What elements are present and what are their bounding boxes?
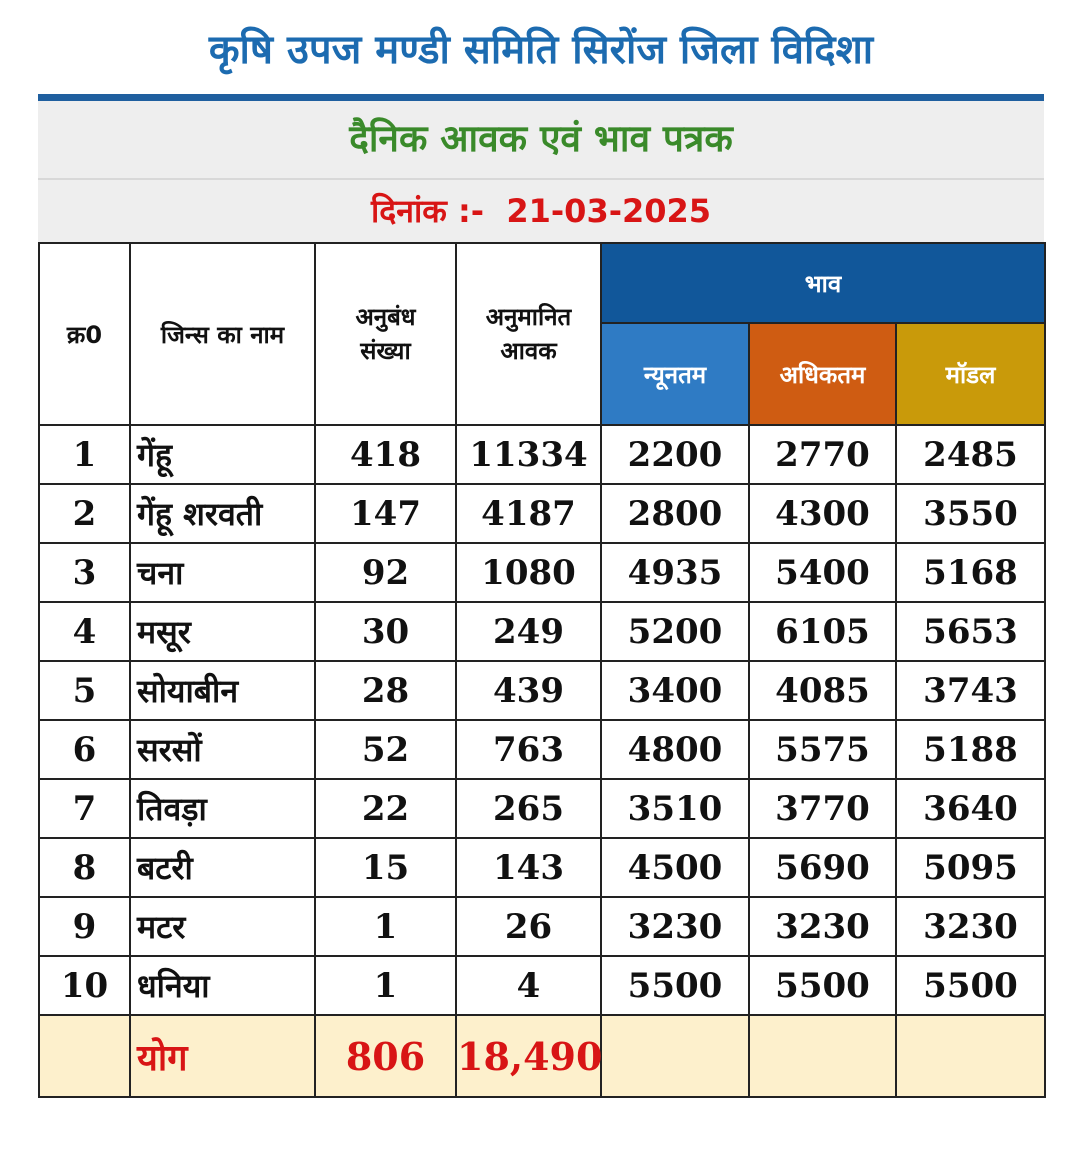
serial-cell: 3 — [39, 543, 130, 602]
table-row — [39, 897, 1045, 956]
serial-cell: 1 — [39, 425, 130, 484]
col-contracts-line1: अनुबंध — [355, 303, 416, 331]
arrival-cell: 265 — [456, 779, 601, 838]
contracts-cell: 418 — [315, 425, 456, 484]
arrival-cell: 4 — [456, 956, 601, 1015]
modal-price-cell: 5168 — [896, 543, 1045, 602]
contracts-cell: 22 — [315, 779, 456, 838]
commodity-cell: बटरी — [130, 838, 315, 897]
min-price-cell: 5200 — [601, 602, 749, 661]
table-row — [39, 425, 1045, 484]
commodity-cell: सोयाबीन — [130, 661, 315, 720]
min-price-cell: 3400 — [601, 661, 749, 720]
modal-price-cell: 5188 — [896, 720, 1045, 779]
modal-price-cell: 5095 — [896, 838, 1045, 897]
arrival-cell: 143 — [456, 838, 601, 897]
table-row — [39, 838, 1045, 897]
col-commodity: जिन्स का नाम — [130, 243, 315, 425]
max-price-cell: 4085 — [749, 661, 896, 720]
arrival-cell: 26 — [456, 897, 601, 956]
commodity-cell: सरसों — [130, 720, 315, 779]
min-price-cell: 2800 — [601, 484, 749, 543]
table-row — [39, 661, 1045, 720]
total-modal-cell — [896, 1015, 1045, 1097]
commodity-cell: मसूर — [130, 602, 315, 661]
commodity-cell: चना — [130, 543, 315, 602]
modal-price-cell: 3640 — [896, 779, 1045, 838]
report-subtitle: दैनिक आवक एवं भाव पत्रक — [349, 117, 733, 160]
max-price-cell: 5500 — [749, 956, 896, 1015]
date-label: दिनांक :- — [370, 192, 485, 230]
min-price-cell: 4500 — [601, 838, 749, 897]
modal-price-cell: 3550 — [896, 484, 1045, 543]
table-row — [39, 956, 1045, 1015]
col-arrival — [456, 243, 601, 425]
table-row — [39, 484, 1045, 543]
contracts-cell: 1 — [315, 897, 456, 956]
min-price-cell: 2200 — [601, 425, 749, 484]
table-row — [39, 543, 1045, 602]
modal-price-cell: 2485 — [896, 425, 1045, 484]
col-contracts — [315, 243, 456, 425]
contracts-cell: 147 — [315, 484, 456, 543]
col-modal-price: मॉडल — [896, 323, 1045, 425]
serial-cell: 6 — [39, 720, 130, 779]
date-line — [38, 186, 1044, 236]
col-max-price: अधिकतम — [749, 323, 896, 425]
serial-cell: 10 — [39, 956, 130, 1015]
contracts-cell: 52 — [315, 720, 456, 779]
min-price-cell: 4800 — [601, 720, 749, 779]
modal-price-cell: 3230 — [896, 897, 1045, 956]
min-price-cell: 5500 — [601, 956, 749, 1015]
total-arrival: 18,490 — [456, 1015, 601, 1097]
max-price-cell: 5400 — [749, 543, 896, 602]
contracts-cell: 15 — [315, 838, 456, 897]
commodity-cell: गेंहू शरवती — [130, 484, 315, 543]
col-arrival-line1: अनुमानित — [485, 303, 572, 331]
commodity-cell: मटर — [130, 897, 315, 956]
max-price-cell: 5690 — [749, 838, 896, 897]
total-label: योग — [130, 1015, 315, 1097]
serial-cell: 7 — [39, 779, 130, 838]
min-price-cell: 3230 — [601, 897, 749, 956]
arrival-cell: 439 — [456, 661, 601, 720]
contracts-cell: 92 — [315, 543, 456, 602]
arrival-cell: 1080 — [456, 543, 601, 602]
max-price-cell: 5575 — [749, 720, 896, 779]
modal-price-cell: 5500 — [896, 956, 1045, 1015]
arrival-cell: 763 — [456, 720, 601, 779]
max-price-cell: 4300 — [749, 484, 896, 543]
total-row — [39, 1015, 1045, 1097]
table-row — [39, 602, 1045, 661]
contracts-cell: 30 — [315, 602, 456, 661]
contracts-cell: 28 — [315, 661, 456, 720]
total-min-cell — [601, 1015, 749, 1097]
table-row — [39, 720, 1045, 779]
col-price-group: भाव — [601, 243, 1045, 323]
price-table — [38, 242, 1046, 1098]
commodity-cell: धनिया — [130, 956, 315, 1015]
modal-price-cell: 3743 — [896, 661, 1045, 720]
max-price-cell: 3770 — [749, 779, 896, 838]
serial-cell: 5 — [39, 661, 130, 720]
serial-cell: 9 — [39, 897, 130, 956]
col-arrival-line2: आवक — [500, 337, 557, 365]
table-row — [39, 779, 1045, 838]
max-price-cell: 6105 — [749, 602, 896, 661]
serial-cell: 4 — [39, 602, 130, 661]
col-serial: क्र0 — [39, 243, 130, 425]
arrival-cell: 249 — [456, 602, 601, 661]
date-value: 21-03-2025 — [506, 192, 712, 230]
title-divider — [38, 94, 1044, 101]
max-price-cell: 2770 — [749, 425, 896, 484]
total-max-cell — [749, 1015, 896, 1097]
col-min-price: न्यूनतम — [601, 323, 749, 425]
arrival-cell: 11334 — [456, 425, 601, 484]
min-price-cell: 4935 — [601, 543, 749, 602]
total-serial-cell — [39, 1015, 130, 1097]
subtitle-divider — [38, 178, 1044, 180]
page-title: कृषि उपज मण्डी समिति सिरोंज जिला विदिशा — [208, 27, 874, 73]
modal-price-cell: 5653 — [896, 602, 1045, 661]
contracts-cell: 1 — [315, 956, 456, 1015]
max-price-cell: 3230 — [749, 897, 896, 956]
commodity-cell: गेंहू — [130, 425, 315, 484]
serial-cell: 8 — [39, 838, 130, 897]
arrival-cell: 4187 — [456, 484, 601, 543]
min-price-cell: 3510 — [601, 779, 749, 838]
commodity-cell: तिवड़ा — [130, 779, 315, 838]
serial-cell: 2 — [39, 484, 130, 543]
col-contracts-line2: संख्या — [360, 337, 411, 365]
total-contracts: 806 — [315, 1015, 456, 1097]
